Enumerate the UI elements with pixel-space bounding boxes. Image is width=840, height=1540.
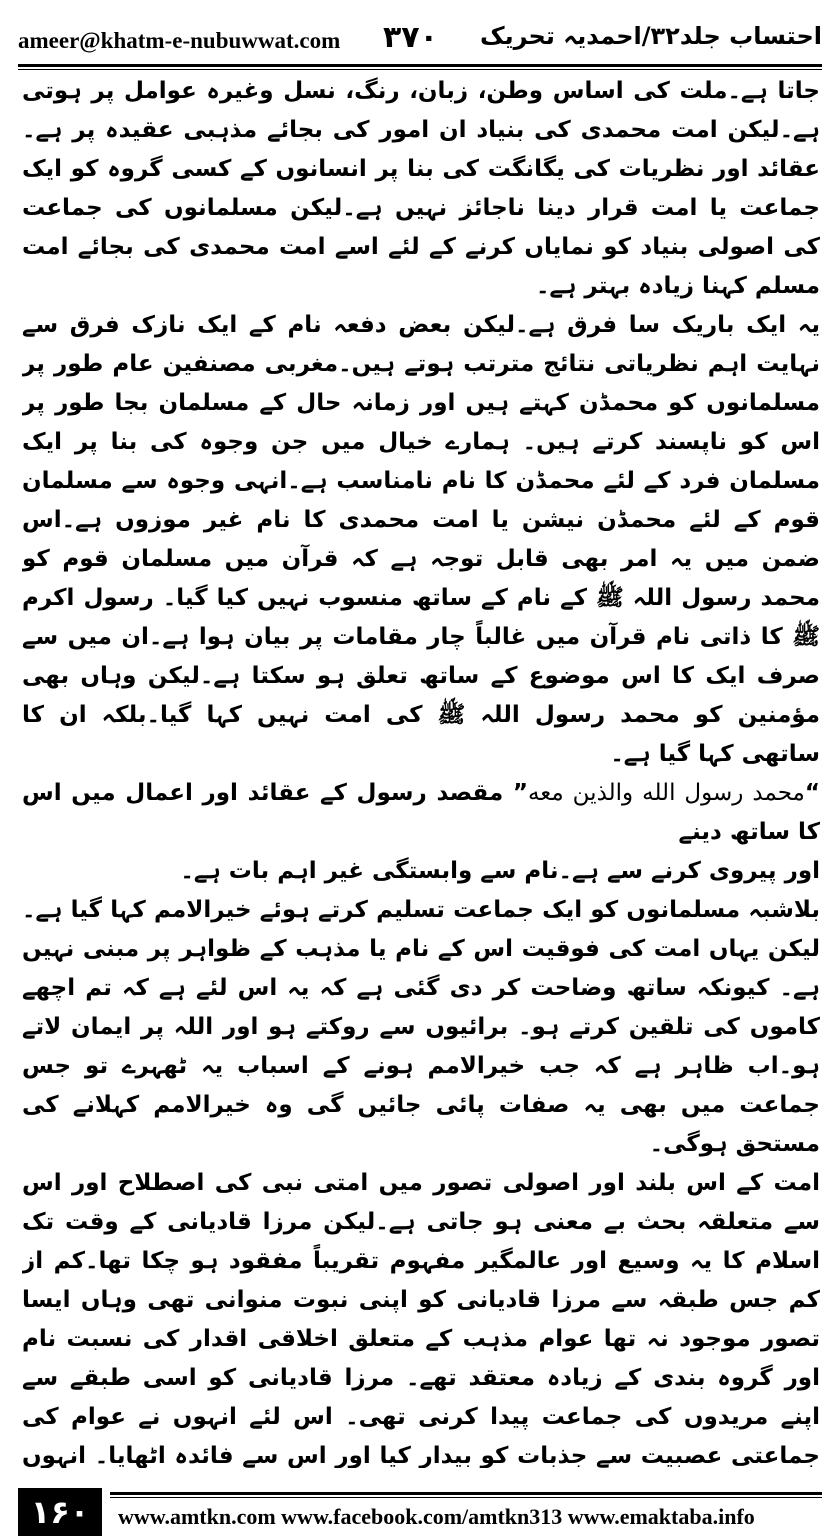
footer-rule-thin [110,1497,822,1498]
paragraph-1: جاتا ہے۔ملت کی اساس وطن، زبان، رنگ، نسل وغیرہ عوامل پر ہوتی ہے۔لیکن امت محمدی کی بنیاد ان امور کی بجائے مذہبی عقیدہ پر ہے۔عقائد اور نظریات کی یگانگت کی بنا پر انسانوں کے کسی گروہ کو ایک جماعت یا امت قرار دینا ناجائز نہیں ہے۔لیکن مسلمانوں کی جماعت کی اصولی بنیاد کو نمایاں کرنے کے لئے اسے امت محمدی کی بجائے امت مسلم کہنا زیادہ بہتر ہے۔ [22,78,820,299]
footer-links: www.amtkn.com www.facebook.com/amtkn313 www.emaktaba.info [118,1504,755,1529]
page-footer [0,1480,840,1540]
page-body [22,72,820,1468]
header-rule [18,64,822,67]
paragraph-4: بلاشبہ مسلمانوں کو ایک جماعت تسلیم کرتے ہوئے خیرالامم کہا گیا ہے۔لیکن یہاں امت کی فوقیت اس کے نام یا مذہب کے ظواہر پر مبنی نہیں ہے۔ کیونکہ ساتھ وضاحت کر دی گئی ہے کہ یہ اس لئے ہے کہ تم اچھے کاموں کی تلقین کرتے ہو۔ برائیوں سے روکتے ہو اور اللہ پر ایمان لاتے ہو۔اب ظاہر ہے کہ جب خیرالامم ہونے کے اسباب یہ ٹھہرے تو جس جماعت میں بھی یہ صفات پائی جائیں گی وہ خیرالامم کہلانے کی مستحق ہوگی۔ [22,897,820,1157]
page-header [18,22,822,62]
quote-text: مقصد رسول کے عقائد اور اعمال میں اس کا ساتھ دینے [22,780,820,845]
footer-rule [110,1492,822,1495]
page-number: ۳۷۰ [383,20,438,55]
quote-arabic: محمد رسول الله والذين معه [527,780,805,806]
paragraph-3: اور پیروی کرنے سے ہے۔نام سے وابستگی غیر اہم بات ہے۔ [180,858,820,884]
paragraph-5: امت کے اس بلند اور اصولی تصور میں امتی نبی کی اصطلاح اور اس سے متعلقہ بحث بے معنی ہو جاتی ہے۔لیکن مرزا قادیانی کے وقت تک اسلام کا یہ وسیع اور عالمگیر مفہوم تقریباً مفقود ہو چکا تھا۔کم از کم جس طبقہ سے مرزا قادیانی کو اپنی نبوت منوانی تھی وہاں ایسا تصور موجود نہ تھا عوام مذہب کے متعلق اخلاقی اقدار کی نسبت نام اور گروہ بندی کے زیادہ معتقد تھے۔ مرزا قادیانی کو اسی طبقے سے اپنے مریدوں کی جماعت پیدا کرنی تھی۔ اس لئے انہوں نے عوام کی جماعتی عصبیت سے جذبات کو بیدار کیا اور اس سے فائدہ اٹھایا۔ انہوں [22,1170,820,1468]
footer-folio: ۱۶۰ [18,1488,102,1536]
paragraph-2: یہ ایک باریک سا فرق ہے۔لیکن بعض دفعہ نام کے ایک نازک فرق سے نہایت اہم نظریاتی نتائج مترتب ہوتے ہیں۔مغربی مصنفین عام طور پر مسلمانوں کو محمڈن کہتے ہیں اور زمانہ حال کے مسلمان بجا طور پر اس کو ناپسند کرتے ہیں۔ ہمارے خیال میں جن وجوہ کی بنا پر ایک مسلمان فرد کے لئے محمڈن کا نام نامناسب ہے۔انہی وجوہ سے مسلمان قوم کے لئے محمڈن نیشن یا امت محمدی کا نام غیر موزوں ہے۔اس ضمن میں یہ امر بھی قابل توجہ ہے کہ قرآن میں مسلمان قوم کو محمد رسول اللہ ﷺ کے نام کے ساتھ منسوب نہیں کیا گیا۔ رسول اکرم ﷺ کا ذاتی نام قرآن میں غالباً چار مقامات پر بیان ہوا ہے۔ان میں سے صرف ایک کا اس موضوع کے ساتھ تعلق ہو سکتا ہے۔لیکن وہاں بھی مؤمنین کو محمد رسول اللہ ﷺ کی امت نہیں کہا گیا۔بلکہ ان کا ساتھی کہا گیا ہے۔ [22,312,820,767]
header-email: ameer@khatm-e-nubuwwat.com [18,28,341,53]
book-title: احتساب جلد۳۲/احمدیہ تحریک [480,22,822,50]
quote-line: “محمد رسول الله والذين معه” مقصد رسول کے عقائد اور اعمال میں اس کا ساتھ دینے [22,780,820,845]
header-rule-thin [18,69,822,70]
